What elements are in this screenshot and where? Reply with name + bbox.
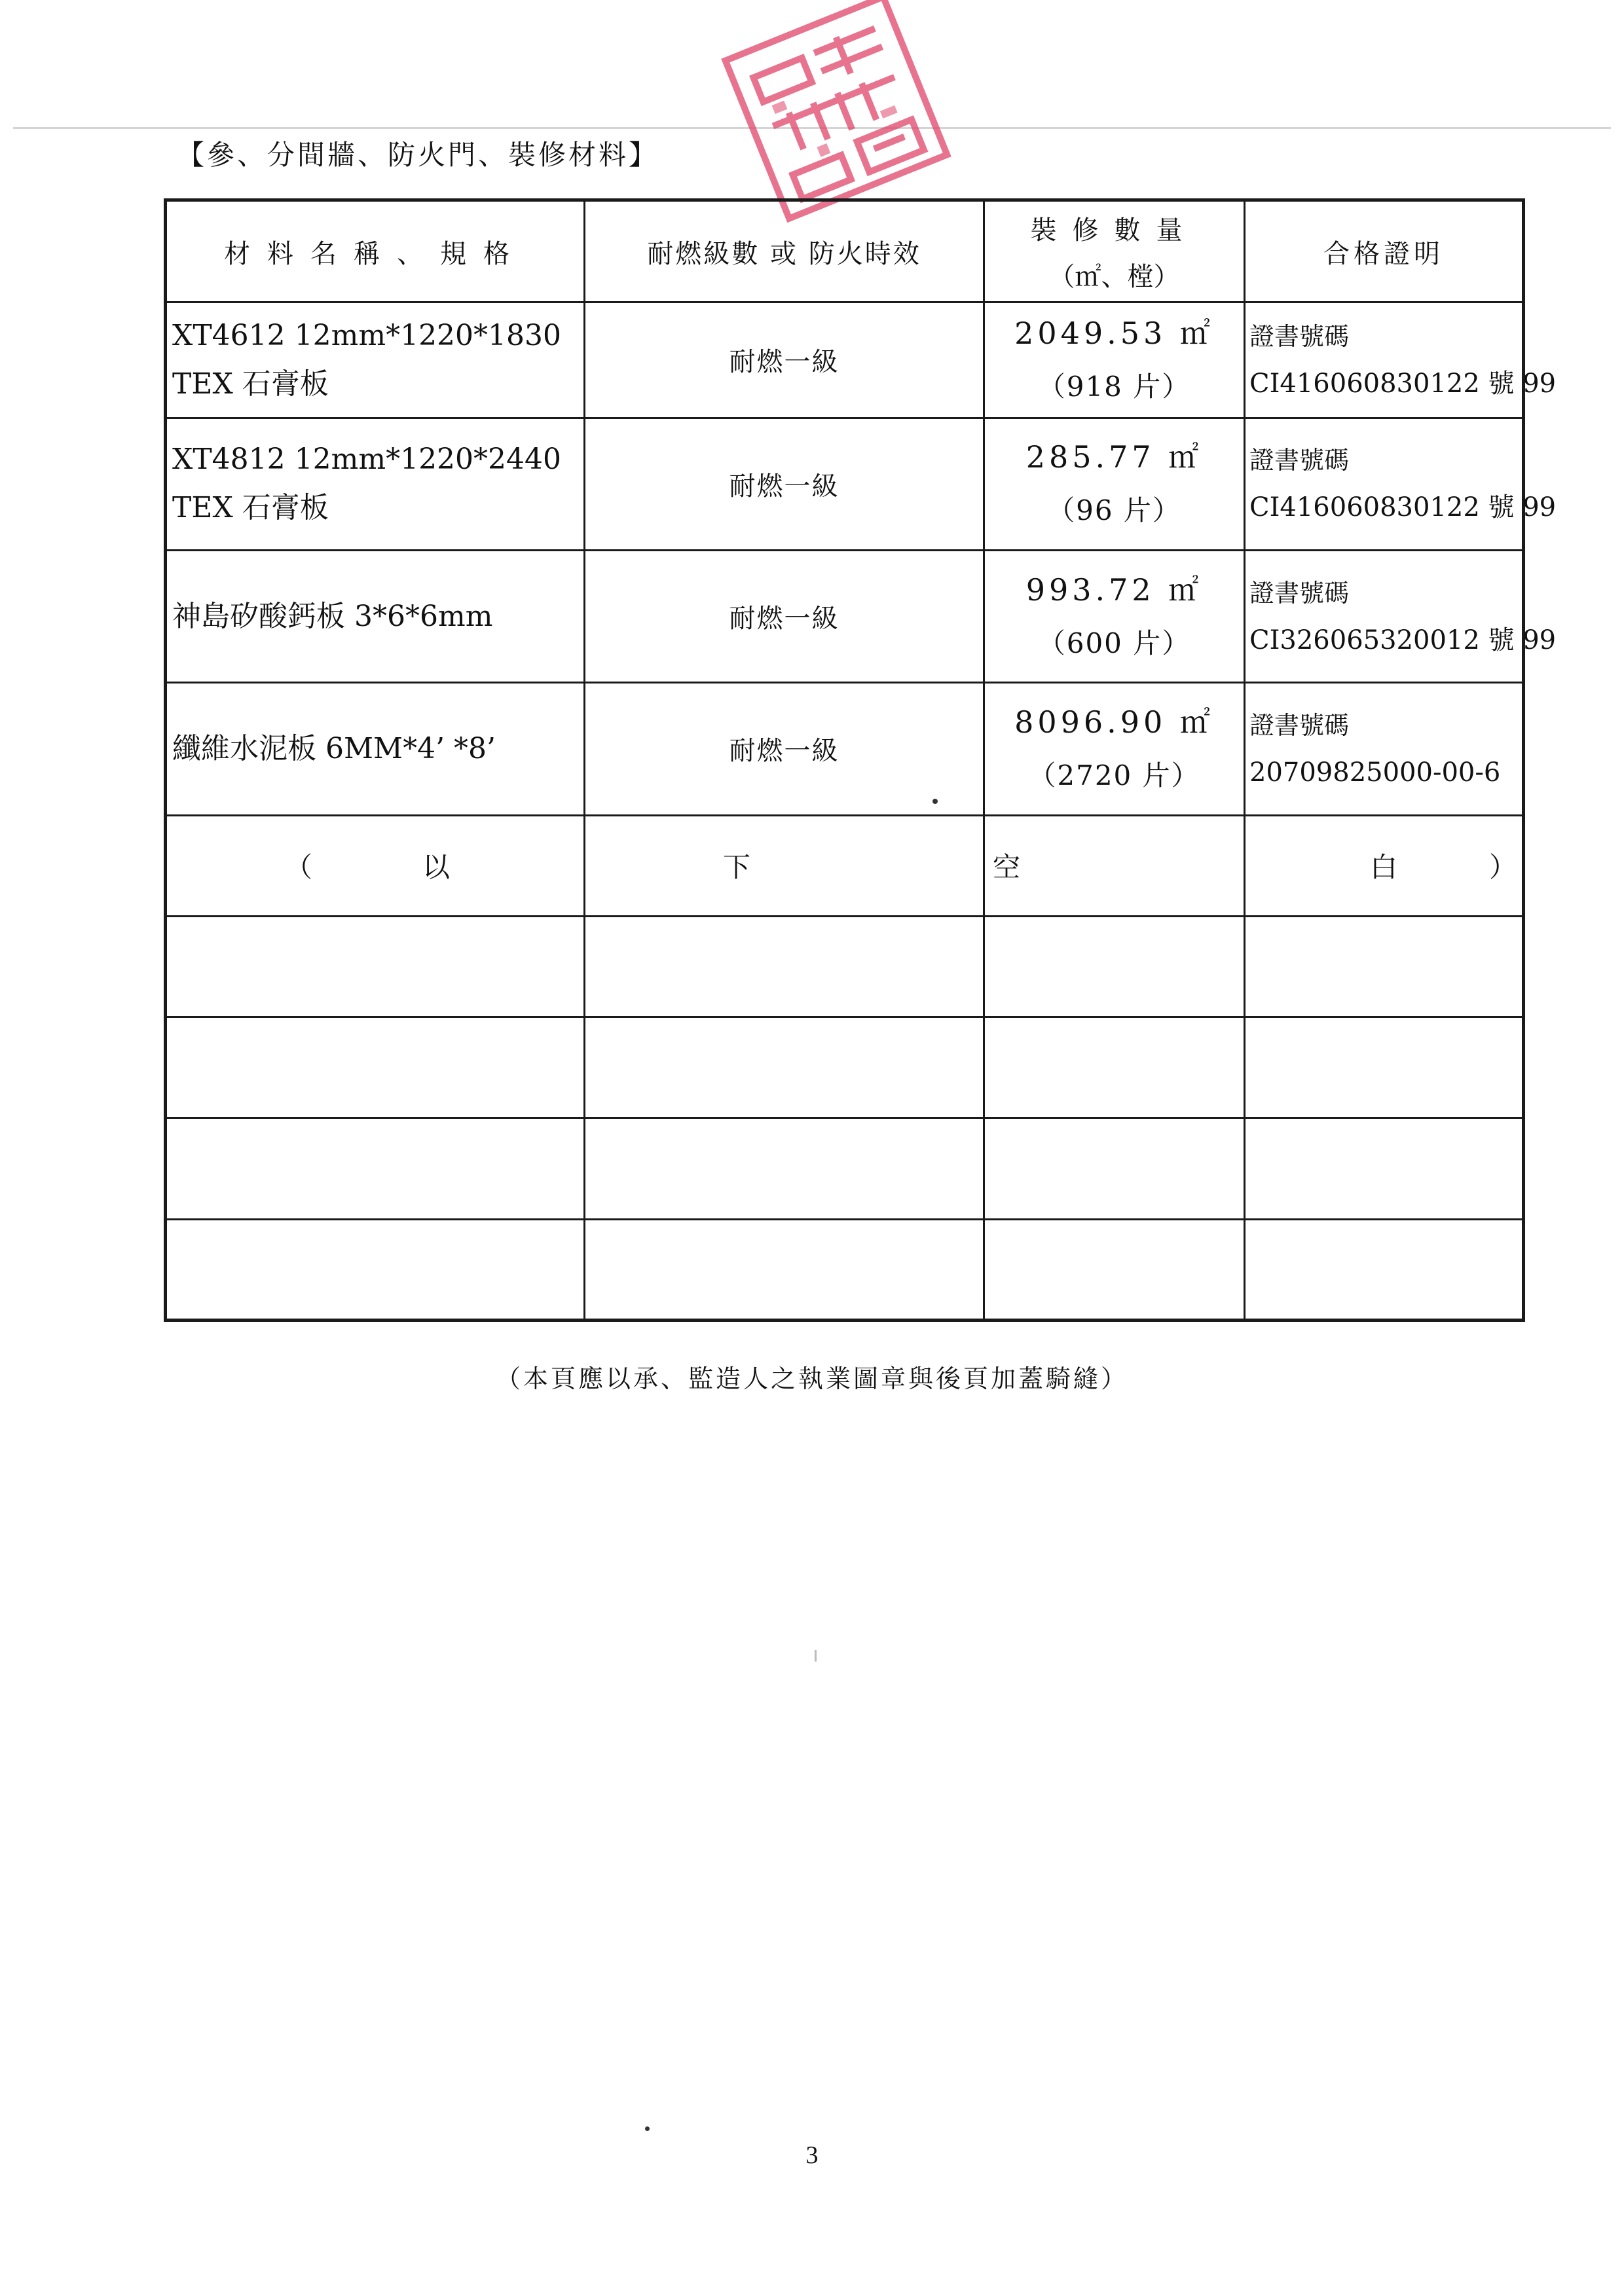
header-fire-rating-text: 耐燃級數 或 防火時效 — [647, 238, 921, 269]
quantity-value: 8096.90 ㎡ — [1014, 704, 1214, 740]
header-certificate-text: 合格證明 — [1323, 238, 1444, 269]
material-name-line2: TEX 石膏板 — [172, 367, 329, 401]
quantity-cell — [984, 683, 1245, 815]
empty-row — [166, 916, 1524, 1017]
certificate-label: 證書號碼 — [1249, 578, 1350, 608]
empty-cell — [984, 1118, 1245, 1219]
empty-cell — [1245, 916, 1524, 1017]
material-name-cell — [166, 550, 585, 682]
material-name-cell — [166, 683, 585, 815]
quantity-pieces: （600 片） — [1037, 627, 1191, 659]
empty-cell — [166, 1118, 585, 1219]
empty-cell — [585, 916, 984, 1017]
certificate-label: 證書號碼 — [1249, 710, 1350, 740]
table-row — [166, 418, 1524, 550]
scan-speck — [932, 799, 938, 804]
empty-cell — [1245, 1118, 1524, 1219]
table-row — [166, 683, 1524, 815]
table-header-row — [166, 200, 1524, 302]
section-title: 【參、分間牆、防火門、裝修材料】 — [177, 139, 659, 171]
materials-table — [164, 198, 1557, 1322]
certificate-label: 證書號碼 — [1249, 321, 1350, 351]
quantity-cell — [984, 418, 1245, 550]
quantity-cell — [984, 550, 1245, 682]
quantity-pieces: （96 片） — [1047, 494, 1181, 527]
empty-cell — [166, 1219, 585, 1320]
quantity-value: 285.77 ㎡ — [1025, 439, 1203, 475]
blank-char-3: 空 — [993, 851, 1021, 884]
certificate-cell — [1245, 683, 1524, 815]
empty-row — [166, 1118, 1524, 1219]
material-name-line2: TEX 石膏板 — [172, 491, 329, 525]
empty-cell — [984, 916, 1245, 1017]
blank-char-2: 下 — [723, 851, 751, 884]
empty-row — [166, 1017, 1524, 1118]
blank-below-row — [166, 815, 1524, 916]
certificate-number: CI416060830122 號 99 — [1249, 492, 1557, 523]
header-material-name-text: 材料名稱、規格 — [224, 238, 526, 269]
fire-rating-cell: 耐燃一級 — [585, 418, 984, 550]
blank-char-4: 白 — [1370, 851, 1398, 884]
blank-close-paren: ） — [1489, 851, 1517, 884]
quantity-value: 993.72 ㎡ — [1025, 572, 1203, 608]
empty-cell — [166, 1017, 585, 1118]
red-seal-stamp — [707, 0, 982, 223]
blank-cell-4 — [1245, 815, 1524, 916]
certificate-number: 20709825000-00-6 — [1249, 757, 1501, 788]
certificate-cell — [1245, 302, 1557, 418]
quantity-pieces: （2720 片） — [1028, 759, 1200, 792]
header-fire-rating — [585, 200, 984, 302]
empty-cell — [585, 1219, 984, 1320]
table-row — [166, 302, 1524, 418]
fire-rating-cell: 耐燃一級 — [585, 683, 984, 815]
empty-cell — [984, 1219, 1245, 1320]
certificate-label: 證書號碼 — [1249, 446, 1350, 475]
certificate-number: CI326065320012 號 99 — [1249, 625, 1557, 655]
empty-cell — [984, 1017, 1245, 1118]
empty-cell — [1245, 1219, 1524, 1320]
material-name-cell — [166, 418, 585, 550]
material-name-line1: 纖維水泥板 6MM*4’ *8’ — [172, 731, 496, 765]
fire-rating-cell: 耐燃一級 — [585, 550, 984, 682]
certificate-cell — [1245, 550, 1557, 682]
material-name-line1: 神島矽酸鈣板 3*6*6mm — [172, 599, 493, 633]
header-material-name — [166, 200, 585, 302]
empty-cell — [1245, 1017, 1524, 1118]
header-quantity-line2: （㎡、樘） — [1048, 262, 1180, 293]
blank-char-1: 以 — [422, 851, 451, 884]
blank-cell-2 — [585, 815, 984, 916]
header-quantity — [984, 200, 1245, 302]
empty-row — [166, 1219, 1524, 1320]
scan-speck — [645, 2126, 650, 2131]
quantity-cell — [984, 302, 1245, 418]
blank-open-paren: （ — [285, 851, 313, 884]
material-name-line1: XT4812 12mm*1220*2440 — [172, 443, 562, 477]
table-row — [166, 550, 1524, 682]
certificate-cell — [1245, 418, 1557, 550]
header-quantity-line1: 裝修數量 — [1030, 215, 1198, 246]
blank-cell-1 — [166, 815, 585, 916]
fire-rating-cell: 耐燃一級 — [585, 302, 984, 418]
empty-cell — [585, 1017, 984, 1118]
scan-speck — [815, 1650, 817, 1662]
header-certificate — [1245, 200, 1524, 302]
empty-cell — [585, 1118, 984, 1219]
blank-cell-3 — [984, 815, 1245, 916]
material-name-line1: XT4612 12mm*1220*1830 — [172, 318, 562, 352]
page-number: 3 — [805, 2141, 819, 2169]
empty-cell — [166, 916, 585, 1017]
quantity-pieces: （918 片） — [1037, 370, 1191, 403]
quantity-value: 2049.53 ㎡ — [1014, 315, 1214, 351]
certificate-number: CI416060830122 號 99 — [1249, 368, 1557, 399]
material-name-cell — [166, 302, 585, 418]
footer-note: （本頁應以承、監造人之執業圖章與後頁加蓋騎縫） — [495, 1364, 1128, 1393]
